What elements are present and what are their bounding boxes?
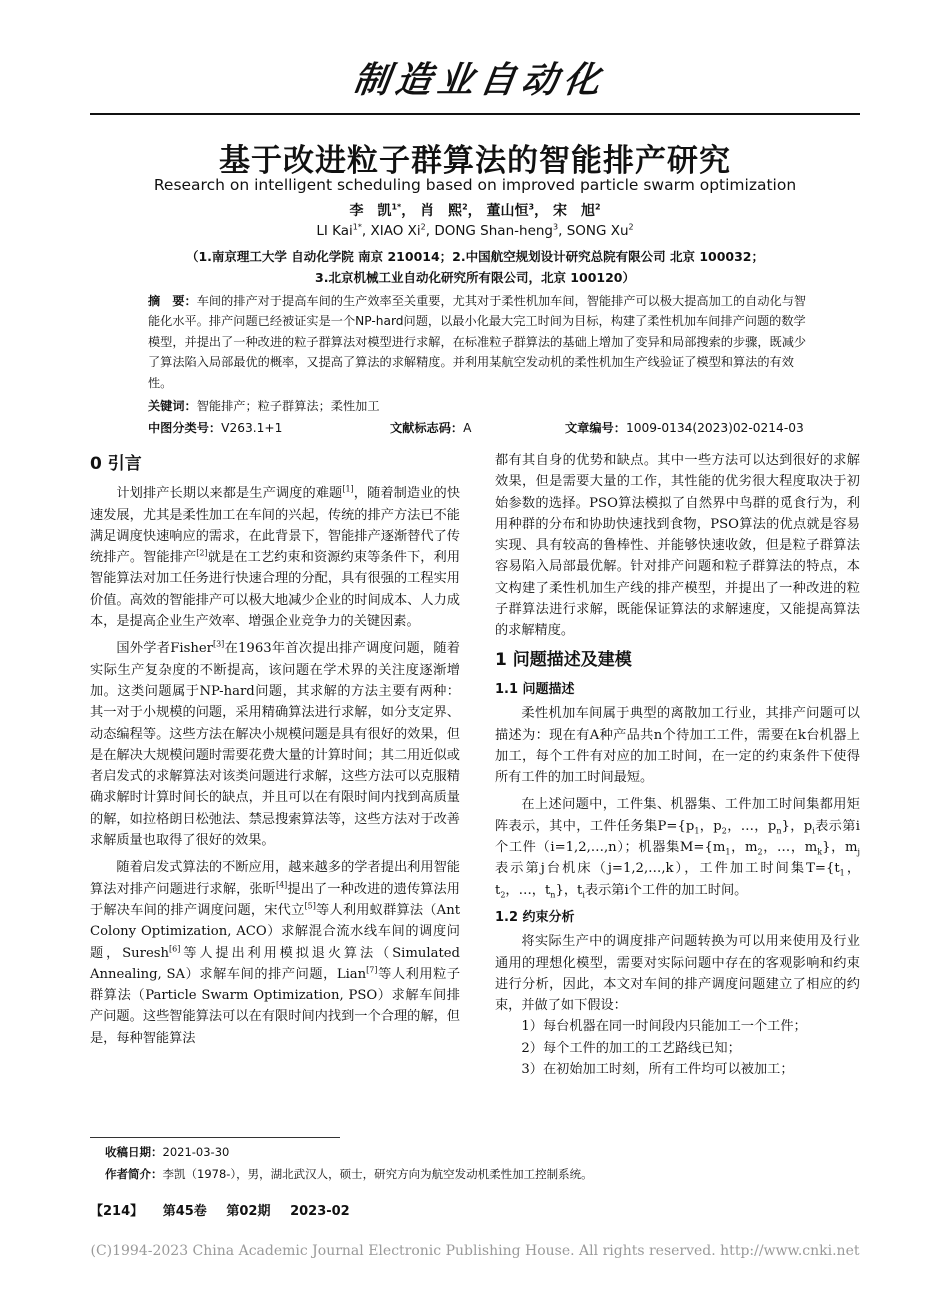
clc-number: 中图分类号：V263.1+1 [148, 421, 283, 435]
author-name: 宋 旭 [552, 203, 595, 219]
author-list: 李 凯$^{1*}$， 肖 熙$^2$， 董山恒$^3$， 宋 旭$^2$ [349, 202, 601, 219]
keywords [148, 397, 380, 414]
abstract [148, 291, 808, 393]
right-column [495, 450, 860, 1080]
page-number: 【214】 [90, 1204, 144, 1219]
document-code: 文献标志码：A [390, 421, 472, 435]
author-name: 董山恒 [486, 203, 529, 219]
left-column [90, 447, 460, 1049]
paragraph: 将实际生产中的调度排产问题转换为可以用来使用及行业通用的理想化模型，需要对实际问题中存在的客观影响和约束进行分析，因此，本文对车间的排产调度问题建立了相应的约束，并做了如下假设： [495, 934, 860, 1014]
author-name-en: LI Kai [316, 223, 353, 239]
journal-masthead: 制造业自动化 [350, 59, 609, 101]
received-date: 收稿日期：2021-03-30 [105, 1145, 230, 1159]
subsection-heading: 1.1 问题描述 [495, 681, 575, 697]
author-name: 李 凯 [349, 203, 392, 219]
affiliation-line: 3.北京机械工业自动化研究所有限公司，北京 100120） [315, 270, 635, 285]
article-number: 文章编号：1009-0134(2023)02-0214-03 [565, 421, 804, 435]
page-footer [90, 1200, 350, 1219]
volume: 第45卷 [162, 1204, 207, 1219]
author-bio: 作者简介：李凯（1978-），男，湖北武汉人，硕士，研究方向为航空发动机柔性加工控制系统。 [105, 1167, 593, 1181]
subsection-heading: 1.2 约束分析 [495, 909, 575, 925]
abstract-text: 车间的排产对于提高车间的生产效率至关重要，尤其对于柔性机加车间，智能排产可以极大提高加工的自动化与智能化水平。排产问题已经被证实是一个NP-hard问题，以最小化最大完工时间为目标，构建了柔性机加车间排产问题的数学模型，并提出了一种改进的粒子群算法对模型进行求解，在标准粒子群算法的基础上增加了变异和局部搜索的步骤，既减少了算法陷入局部最优的概率，又提高了算法的求解精度。并利用某航空发动机的柔性机加生产线验证了模型和算法的有效性。 [148, 294, 807, 390]
footnote-rule [90, 1137, 340, 1138]
keywords-text: 智能排产；粒子群算法；柔性加工 [196, 399, 380, 413]
citation-ref: [7] [366, 965, 378, 975]
author-name-en: SONG Xu [566, 223, 629, 239]
author-list-en: LI Kai$^{1*}$, XIAO Xi$^2$, DONG Shan-heng$^3$, SONG Xu$^2$ [316, 222, 634, 239]
list-item: 1）每台机器在同一时间段内只能加工一个工件； [521, 1019, 807, 1035]
section-heading: 1 问题描述及建模 [495, 649, 632, 670]
citation-ref: [1] [342, 484, 354, 494]
abstract-label: 摘 要： [148, 294, 197, 308]
paragraph: 计划排产长期以来都是生产调度的难题[1]，随着制造业的快速发展，尤其是柔性加工在车间的兴起，传统的排产方法已不能满足调度快速响应的需求，在此背景下，智能排产逐渐替代了传统排产。智能排产[2]就是在工艺约束和资源约束等条件下，利用智能算法对加工任务进行快速合理的分配，具有很强的工程实用价值。高效的智能排产可以极大地减少企业的时间成本、人力成本，是提高企业生产效率、增强企业竞争力的关键因素。 [90, 484, 461, 630]
citation-ref: [2] [196, 548, 208, 558]
citation-ref: [4] [275, 880, 288, 890]
keywords-label: 关键词： [148, 399, 197, 413]
author-name-en: XIAO Xi [370, 223, 421, 239]
author-mark: 2 [462, 202, 468, 212]
list-item: 2）每个工件的加工的工艺路线已知； [521, 1040, 741, 1056]
paragraph: 在上述问题中，工件集、机器集、工件加工时间集都用矩阵表示，其中，工件任务集$P=\{p_1$，$p_2$，…，$p_n$}，$p_i$表示第i个工件（i=1,2,…,n）；机器集$M=\{m_1$，$m_2$，…，$m_k$}，$m_j$表示第j台机床（j=1,2,…,k），工件加工时间集$T=\{t_1$，$t_2$，…，$t_n$}，$t_i$表示第i个工件的加工时间。 [495, 797, 861, 900]
author-mark: 3 [528, 202, 535, 212]
issue: 第02期 [226, 1204, 271, 1219]
list-item: 3）在初始加工时刻，所有工件均可以被加工； [521, 1062, 794, 1078]
copyright-watermark: (C)1994-2023 China Academic Journal Electronic Publishing House. All rights reserved. http://www.cnki.net [90, 1243, 860, 1259]
author-mark: 2 [594, 202, 601, 212]
header-rule [90, 113, 860, 115]
citation-ref: [3] [212, 639, 225, 649]
affiliation-line: （1.南京理工大学 自动化学院 南京 210014；2.中国航空规划设计研究总院有限公司 北京 100032； [185, 249, 765, 264]
paragraph: 都有其自身的优势和缺点。其中一些方法可以达到很好的求解效果，但是需要大量的工作，其性能的优劣很大程度取决于初始参数的选择。PSO算法模拟了自然界中鸟群的觅食行为，利用种群的分布和协助快速找到食物，PSO算法的优点就是容易实现、具有较高的鲁棒性、并能够快速收敛，但是粒子群算法容易陷入局部最优解。针对排产问题和粒子群算法的特点，本文构建了柔性机加生产线的排产模型，并提出了一种改进的粒子群算法进行求解，既能保证算法的求解速度，又能提高算法的求解精度。 [495, 453, 860, 639]
paper-title: 基于改进粒子群算法的智能排产研究 [219, 143, 731, 179]
issue-date: 2023-02 [290, 1204, 350, 1219]
author-mark: 1* [391, 202, 402, 212]
paragraph: 国外学者Fisher[3]在1963年首次提出排产调度问题，随着实际生产复杂度的不断提高，该问题在学术界的关注度逐渐增加。这类问题属于NP-hard问题，其求解的方法主要有两种：其一对于小规模的问题，采用精确算法进行求解，如分支定界、动态编程等。这些方法在解决小规模问题是具有很好的效果，但是在解决大规模问题时需要花费大量的计算时间；其二用近似或者启发式的求解算法对该类问题进行求解，这些方法可以克服精确求解时计算时间长的缺点，并且可以在有限时间内找到高质量的解，如拉格朗日松弛法、禁忌搜索算法等，这些方法对于改善求解质量也取得了很好的效果。 [90, 639, 460, 849]
paragraph: 随着启发式算法的不断应用，越来越多的学者提出利用智能算法对排产问题进行求解，张昕[4]提出了一种改进的遗传算法用于解决车间的排产调度问题，宋代立[5]等人利用蚁群算法（Ant Colony Optimization, ACO）求解混合流水线车间的调度问题，Suresh[6]等人提出利用模拟退火算法（Simulated Annealing, SA）求解车间的排产问题，Lian[7]等人利用粒子群算法（Particle Swarm Optimization, PSO）求解车间排产问题。这些智能算法可以在有限时间内找到一个合理的解，但是，每种智能算法 [90, 860, 461, 1046]
paper-title-en: Research on intelligent scheduling based on improved particle swarm optimization [153, 176, 797, 194]
author-name: 肖 熙 [420, 203, 463, 219]
section-heading: 0 引言 [90, 454, 142, 474]
paragraph: 柔性机加车间属于典型的离散加工行业，其排产问题可以描述为：现在有A种产品共n个待加工工件，需要在k台机器上加工，每个工件有对应的加工时间，在一定的约束条件下使得所有工件的加工时间最短。 [495, 706, 860, 786]
citation-ref: [5] [304, 901, 316, 911]
author-name-en: DONG Shan-heng [434, 223, 553, 239]
citation-ref: [6] [169, 944, 181, 954]
